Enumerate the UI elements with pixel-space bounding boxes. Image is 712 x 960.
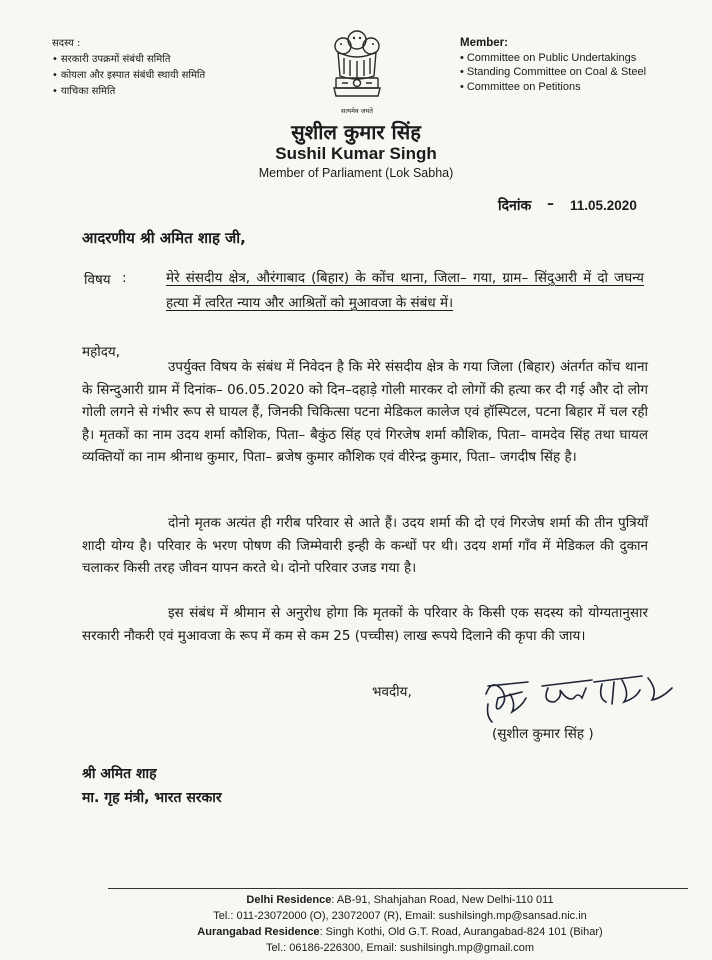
letter-date: 11.05.2020 bbox=[570, 198, 637, 213]
signature-image bbox=[482, 668, 682, 730]
subject-text bbox=[166, 266, 644, 316]
committee-item-english: • Committee on Public Undertakings bbox=[460, 51, 705, 66]
sender-name-english: Sushil Kumar Singh bbox=[275, 144, 437, 163]
delhi-address: : AB-91, Shahjahan Road, New Delhi-110 011 bbox=[331, 894, 554, 906]
subject-label: विषय bbox=[84, 272, 111, 288]
subject-text-underlined: मेरे संसदीय क्षेत्र, औरंगाबाद (बिहार) के कोंच थाना, जिला– गया, ग्राम– सिंदुआरी में दो जघन्य हत्या में त्वरित न्याय और आश्रितों को मुआवजा के संबंध में। bbox=[166, 270, 644, 311]
national-emblem-icon bbox=[328, 26, 386, 104]
delhi-address-line bbox=[100, 892, 700, 908]
body-paragraph: उपर्युक्त विषय के संबंध में निवेदन है कि मेरे संसदीय क्षेत्र के गया जिला (बिहार) अंतर्गत कोंच थाना के सिन्दुआरी ग्राम में दिनांक– 06.05.2020 को दिन–दहाड़े गोली मारकर दो लोगों की हत्या कर दी गई और दो लोग गोली लगने से गंभीर रूप से घायल हैं, जिनकी चिकित्सा पटना मेडिकल कालेज एवं हॉस्पिटल, पटना बिहार में चल रही है। मृतकों का नाम उदय शर्मा कौशिक, पिता– बैकुंठ सिंह एवं गिरजेष शर्मा कौशिक, पिता– वामदेव सिंह तथा घायल व्यक्तियों का नाम श्रीनाथ कुमार, पिता– ब्रजेष कुमार कौशिक एवं वीरेन्द्र कुमार, पिता– जगदीष सिंह है। bbox=[82, 359, 648, 465]
committee-item-hindi: • कोयला और इस्पात संबंधी स्थायी समिति bbox=[52, 68, 302, 84]
closing: भवदीय, bbox=[372, 684, 412, 700]
member-label-english: Member: bbox=[460, 37, 508, 49]
date-label: दिनांक bbox=[498, 198, 532, 214]
aurangabad-label: Aurangabad Residence bbox=[197, 926, 320, 938]
footer-divider bbox=[108, 888, 688, 889]
delhi-label: Delhi Residence bbox=[246, 894, 332, 906]
committee-item-hindi: • याचिका समिति bbox=[52, 84, 302, 100]
committee-list-hindi bbox=[52, 36, 302, 100]
sender-designation: Member of Parliament (Lok Sabha) bbox=[258, 166, 454, 180]
delhi-contact: Tel.: 011-23072000 (O), 23072007 (R), Email: sushilsingh.mp@sansad.nic.in bbox=[213, 910, 587, 922]
subject-colon: : bbox=[122, 270, 127, 286]
body-paragraph: इस संबंध में श्रीमान से अनुरोध होगा कि मृतकों के परिवार के किसी एक सदस्य को योग्यतानुसार सरकारी नौकरी एवं मुआवजा के रूप में कम से कम 25 (पच्चीस) लाख रूपये दिलाने की कृपा की जाय। bbox=[82, 605, 648, 644]
signatory-name: (सुशील कुमार सिंह ) bbox=[492, 726, 594, 742]
committee-item-hindi: • सरकारी उपक्रमों संबंधी समिति bbox=[52, 52, 302, 68]
aurangabad-address: : Singh Kothi, Old G.T. Road, Aurangabad-824 101 (Bihar) bbox=[319, 926, 603, 938]
member-label-hindi: सदस्य : bbox=[52, 38, 81, 49]
emblem-motto: सत्यमेव जयते bbox=[341, 107, 373, 115]
body-paragraph: दोनो मृतक अत्यंत ही गरीब परिवार से आते हैं। उदय शर्मा की दो एवं गिरजेष शर्मा की तीन पुत्रियाँ शादी योग्य है। परिवार के भरण पोषण की जिम्मेवारी इन्ही के कन्धों पर थी। उदय शर्मा गाँव में मेडिकल की दुकान चलाकर किसी तरह जीवन यापन करते थे। दोनो परिवार उजड गया है। bbox=[82, 515, 648, 576]
addressee-title: मा. गृह मंत्री, भारत सरकार bbox=[82, 790, 222, 806]
committee-list-english bbox=[460, 36, 705, 94]
greeting: महोदय, bbox=[82, 344, 121, 360]
committee-item-english: • Committee on Petitions bbox=[460, 80, 705, 95]
aurangabad-address-line bbox=[100, 924, 700, 940]
committee-item-english: • Standing Committee on Coal & Steel bbox=[460, 65, 705, 80]
sender-name-hindi: सुशील कुमार सिंह bbox=[291, 120, 421, 144]
footer-addresses bbox=[100, 892, 700, 956]
addressee-name: श्री अमित शाह bbox=[82, 766, 157, 782]
salutation: आदरणीय श्री अमित शाह जी, bbox=[82, 229, 246, 247]
aurangabad-contact: Tel.: 06186-226300, Email: sushilsingh.mp@gmail.com bbox=[266, 942, 534, 954]
date-dash: – bbox=[547, 196, 554, 212]
